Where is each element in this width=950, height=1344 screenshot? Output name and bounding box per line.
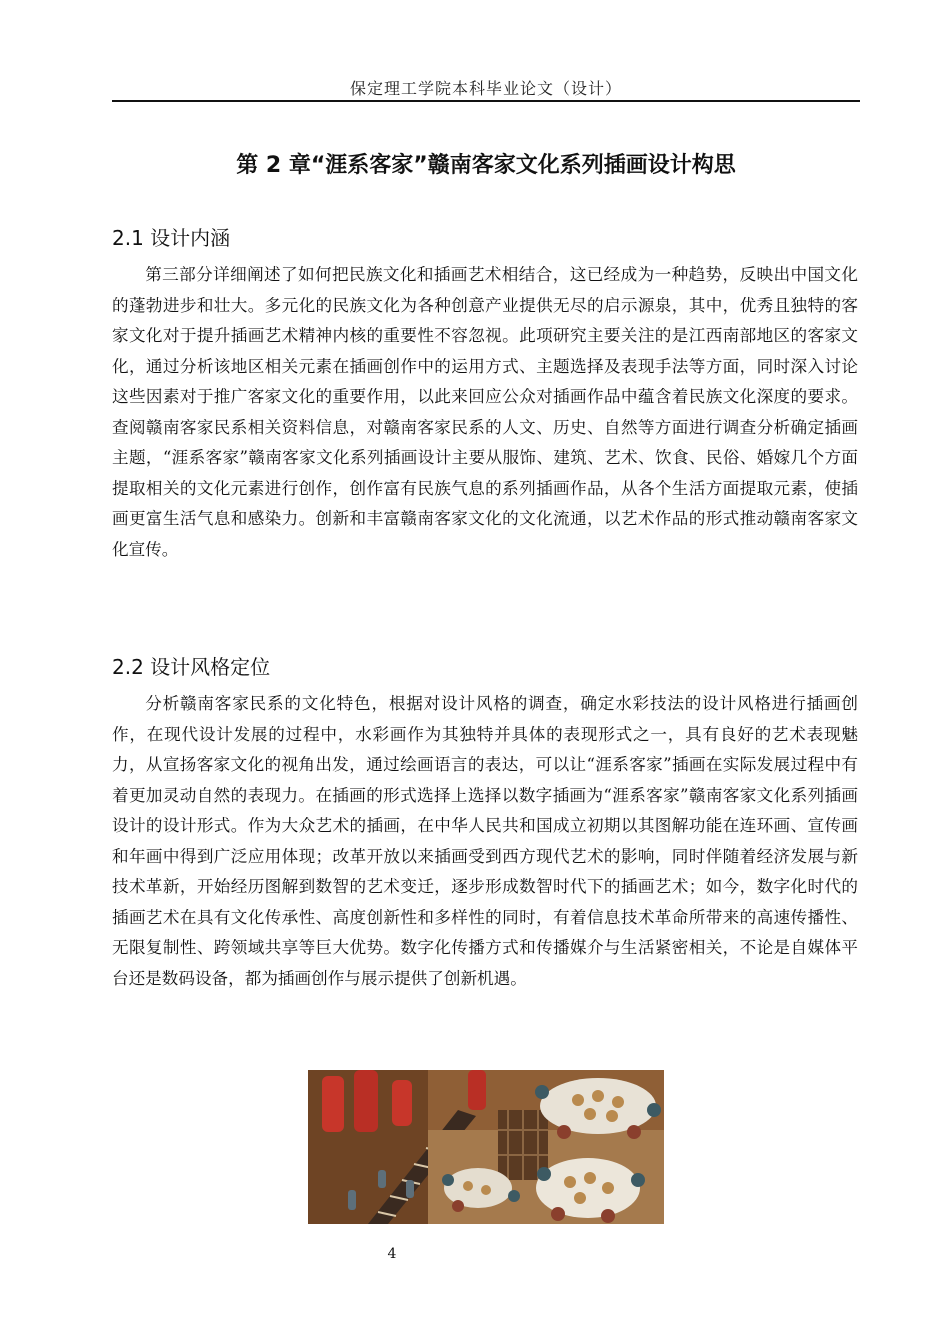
section-heading-2-1: 2.1 设计内涵	[112, 226, 231, 250]
chapter-title: 第 2 章“涯系客家”赣南客家文化系列插画设计构思	[236, 153, 736, 178]
hakka-banquet-illustration	[308, 1070, 664, 1224]
header-rule	[112, 100, 860, 102]
section-heading-2-2: 2.2 设计风格定位	[112, 655, 271, 679]
page-number: 4	[387, 1246, 397, 1262]
section-2-1-paragraph: 第三部分详细阐述了如何把民族文化和插画艺术相结合，这已经成为一种趋势，反映出中国文化的蓬勃进步和壮大。多元化的民族文化为各种创意产业提供无尽的启示源泉，其中，优秀且独特的客家文化对于提升插画艺术精神内核的重要性不容忽视。此项研究主要关注的是江西南部地区的客家文化，通过分析该地区相关元素在插画创作中的运用方式、主题选择及表现手法等方面，同时深入讨论这些因素对于推广客家文化的重要作用，以此来回应公众对插画作品中蕴含着民族文化深度的要求。查阅赣南客家民系相关资料信息，对赣南客家民系的人文、历史、自然等方面进行调查分析确定插画主题，“涯系客家”赣南客家文化系列插画设计主要从服饰、建筑、艺术、饮食、民俗、婚嫁几个方面提取相关的文化元素进行创作，创作富有民族气息的系列插画作品，从各个生活方面提取元素，使插画更富生活气息和感染力。创新和丰富赣南客家文化的文化流通，以艺术作品的形式推动赣南客家文化宣传。	[112, 265, 858, 559]
running-header: 保定理工学院本科毕业论文（设计）	[349, 79, 622, 98]
section-2-2-paragraph: 分析赣南客家民系的文化特色，根据对设计风格的调查，确定水彩技法的设计风格进行插画创作，在现代设计发展的过程中，水彩画作为其独特并具体的表现形式之一，具有良好的艺术表现魅力，从宣扬客家文化的视角出发，通过绘画语言的表达，可以让“涯系客家”插画在实际发展过程中有着更加灵动自然的表现力。在插画的形式选择上选择以数字插画为“涯系客家”赣南客家文化系列插画设计的设计形式。作为大众艺术的插画，在中华人民共和国成立初期以其图解功能在连环画、宣传画和年画中得到广泛应用体现；改革开放以来插画受到西方现代艺术的影响，同时伴随着经济发展与新技术革新，开始经历图解到数智的艺术变迁，逐步形成数智时代下的插画艺术；如今，数字化时代的插画艺术在具有文化传承性、高度创新性和多样性的同时，有着信息技术革命所带来的高速传播性、无限复制性、跨领域共享等巨大优势。数字化传播方式和传播媒介与生活紧密相关，不论是自媒体平台还是数码设备，都为插画创作与展示提供了创新机遇。	[112, 694, 858, 988]
